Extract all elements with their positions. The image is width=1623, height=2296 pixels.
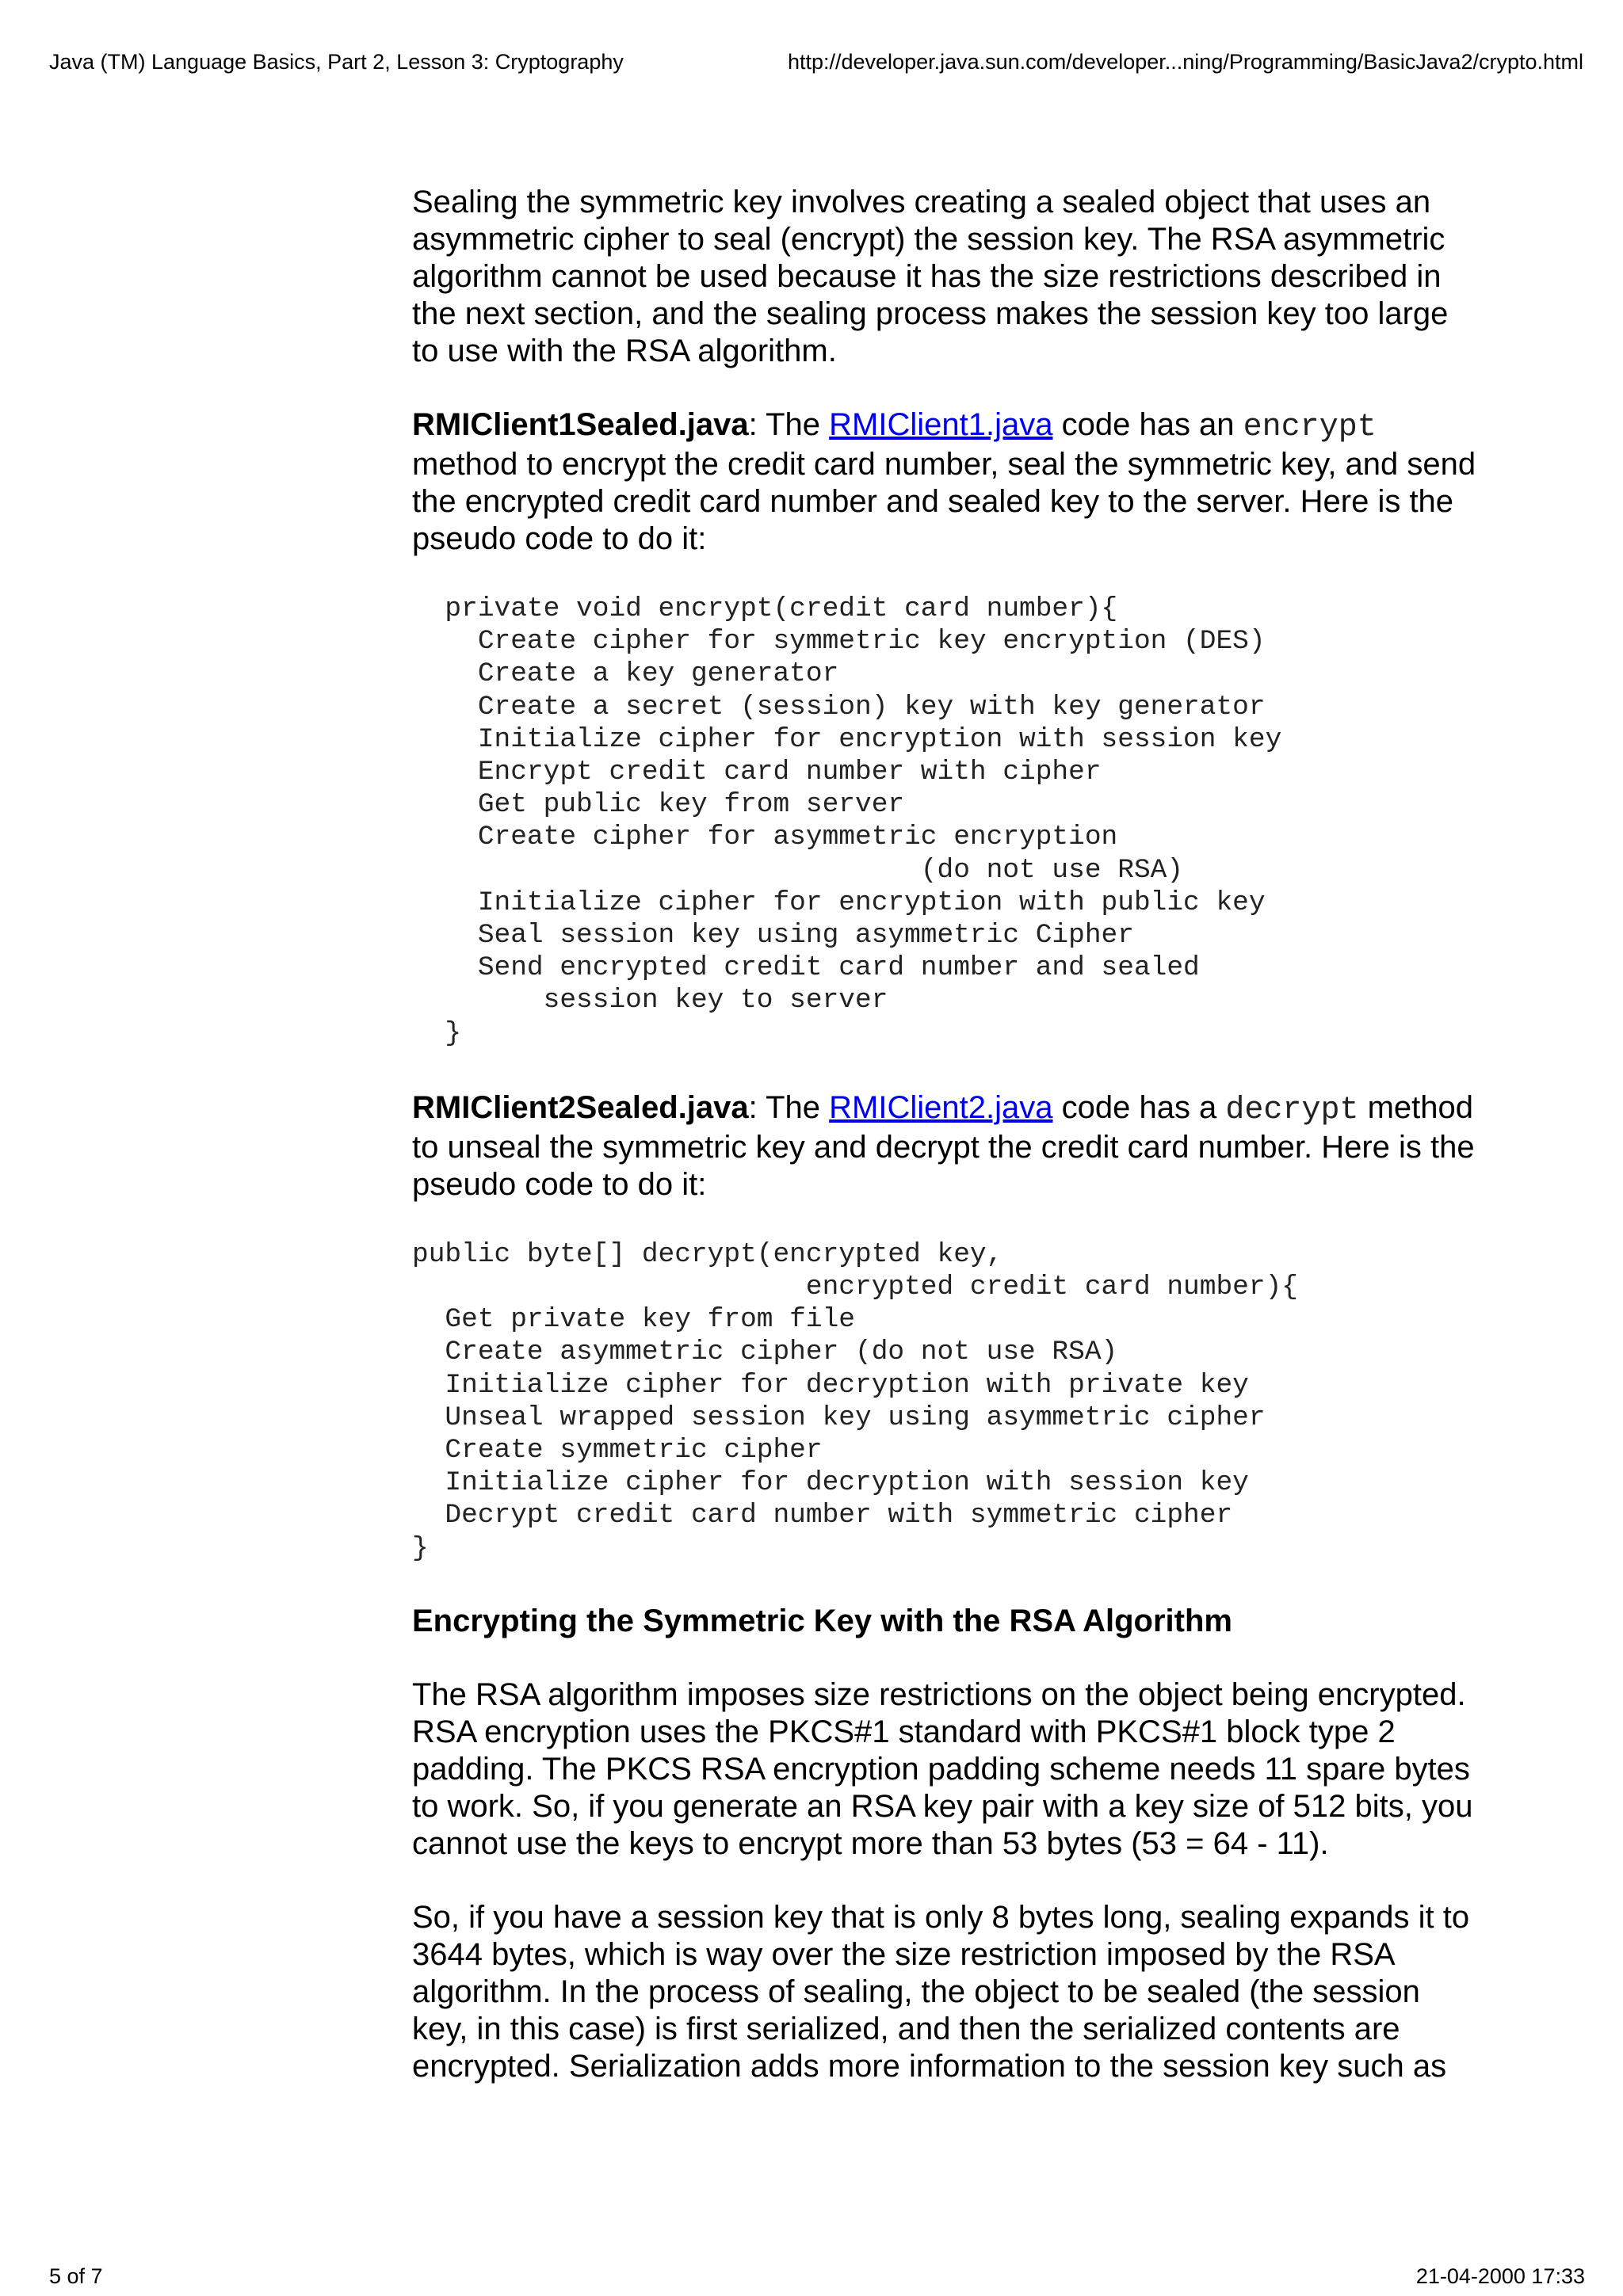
encrypt-inline-code: encrypt <box>1243 410 1377 445</box>
page-header-title: Java (TM) Language Basics, Part 2, Lesson 3: Cryptography <box>49 50 624 74</box>
paragraph-sealing-intro: Sealing the symmetric key involves creating a sealed object that uses an asymmetric cipher to seal (encrypt) the session key. The RSA asymmetric algorithm cannot be used because it has the size restrictions described in the next section, and the sealing process makes the session key too large to use with the RSA algorithm. <box>412 185 1449 368</box>
page-number: 5 of 7 <box>49 2264 103 2288</box>
paragraph-rsa-restrictions: The RSA algorithm imposes size restrictions on the object being encrypted. RSA encryption uses the PKCS#1 standard with PKCS#1 block type 2 padding. The PKCS RSA encryption padding scheme needs 11 spare bytes to work. So, if you generate an RSA key pair with a key size of 512 bits, you cannot use the keys to encrypt more than 53 bytes (53 = 64 - 11). <box>412 1676 1473 1861</box>
paragraph-client1 <box>412 406 1482 558</box>
rmiclient2-link[interactable]: RMIClient2.java <box>829 1089 1053 1125</box>
page-header-url: http://developer.java.sun.com/developer...ning/Programming/BasicJava2/crypto.html <box>787 50 1583 74</box>
paragraph-client2 <box>412 1089 1482 1203</box>
rmiclient1-link[interactable]: RMIClient1.java <box>829 407 1053 442</box>
client1-text-a: : The <box>748 407 830 442</box>
print-datetime: 21-04-2000 17:33 <box>1415 2264 1585 2288</box>
client1-filename: RMIClient1Sealed.java <box>412 407 749 442</box>
encrypt-pseudo-code: private void encrypt(credit card number){ Create cipher for symmetric key encryption (DES) Create a key generator Create a secret (session) key with key generator Initialize cipher for encryption with session key Encrypt credit card number with cipher Get public key from server Create cipher for asymmetric encryption (do not use RSA) Initialize cipher for encryption with public key Seal session key using asymmetric Cipher Send encrypted credit card number and sealed session key to server } <box>445 593 1282 1049</box>
paragraph-sealing-expansion: So, if you have a session key that is only 8 bytes long, sealing expands it to 3644 bytes, which is way over the size restriction imposed by the RSA algorithm. In the process of sealing, the object to be sealed (the session key, in this case) is first serialized, and then the serialized contents are encrypted. Serialization adds more information to the session key such as <box>412 1899 1470 2084</box>
article-content <box>412 184 1482 2085</box>
decrypt-inline-code: decrypt <box>1225 1092 1359 1128</box>
client2-text-c: method to unseal the symmetric key and decrypt the credit card number. Here is the pseudo code to do it: <box>412 1089 1475 1202</box>
client2-text-a: : The <box>748 1089 830 1125</box>
client1-text-b: code has an <box>1052 407 1243 442</box>
client1-text-c: method to encrypt the credit card number, seal the symmetric key, and send the encrypted credit card number and sealed key to the server. Here is the pseudo code to do it: <box>412 447 1476 556</box>
section-heading-rsa: Encrypting the Symmetric Key with the RSA Algorithm <box>412 1603 1232 1638</box>
decrypt-pseudo-code: public byte[] decrypt(encrypted key, encrypted credit card number){ Get private key from file Create asymmetric cipher (do not use RSA) Initialize cipher for decryption with private key Unseal wrapped session key using asymmetric cipher Create symmetric cipher Initialize cipher for decryption with session key Decrypt credit card number with symmetric cipher } <box>412 1238 1298 1564</box>
client2-text-b: code has a <box>1052 1089 1226 1125</box>
client2-filename: RMIClient2Sealed.java <box>412 1089 749 1125</box>
